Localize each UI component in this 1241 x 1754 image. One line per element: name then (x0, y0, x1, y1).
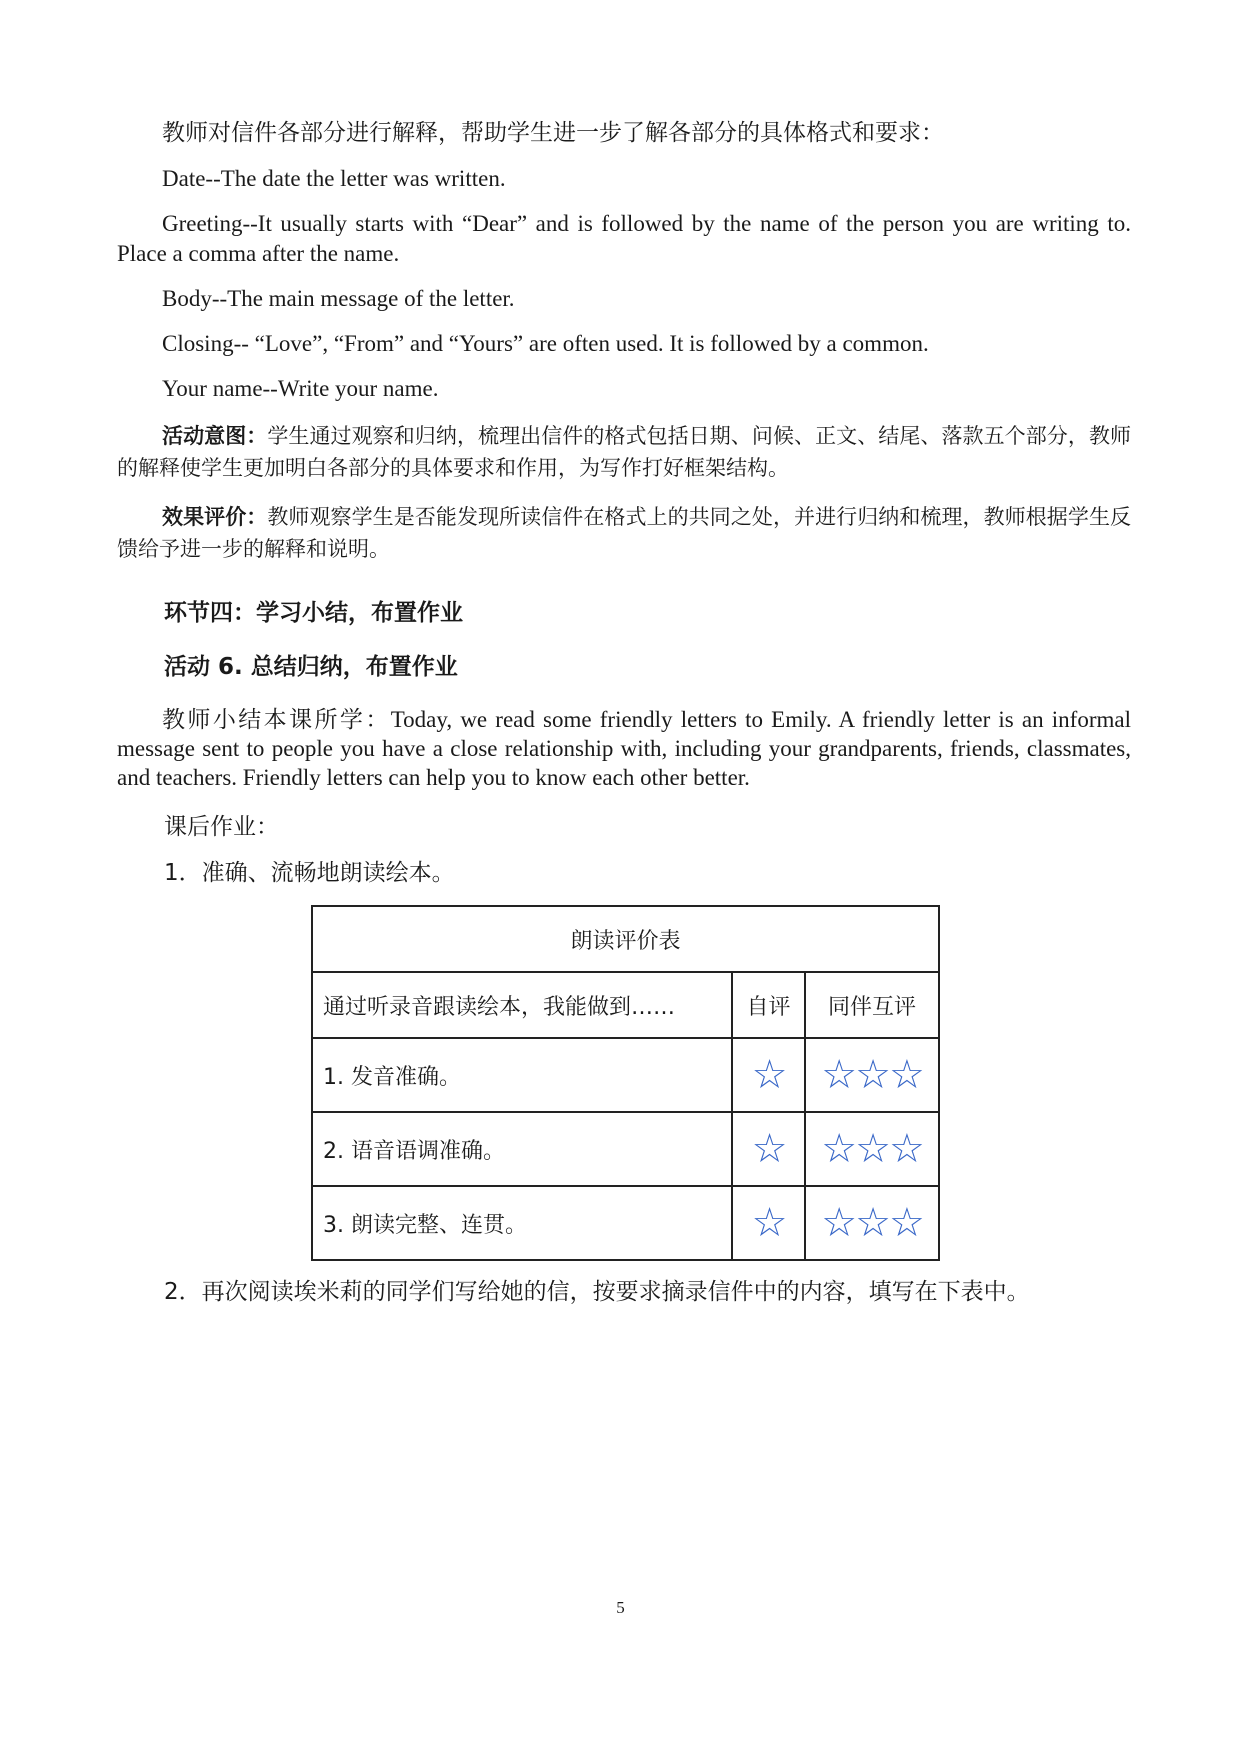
part-greeting: Greeting--It usually starts with “Dear” and is followed by the name of the person you are writing to. Place a comma after the name. (117, 211, 1131, 266)
effect-evaluation (117, 501, 1131, 565)
evaluation-label: 效果评价： (162, 505, 268, 529)
peer-rating-cell (805, 1186, 939, 1260)
table-row (312, 1038, 939, 1112)
table-header-row (312, 972, 939, 1038)
intent-label: 活动意图： (162, 424, 268, 448)
section-heading: 环节四：学习小结，布置作业 (164, 600, 463, 626)
star-icon: ☆ (751, 1200, 786, 1246)
table-row (312, 1186, 939, 1260)
star-icon: ☆☆☆ (821, 1052, 923, 1098)
row-criterion: 1. 发音准确。 (312, 1038, 732, 1112)
reading-evaluation-table (311, 905, 940, 1261)
header-criteria: 通过听录音跟读绘本，我能做到…… (312, 972, 732, 1038)
star-icon: ☆ (751, 1052, 786, 1098)
part-date: Date--The date the letter was written. (162, 166, 506, 191)
header-peer-eval: 同伴互评 (805, 972, 939, 1038)
part-body: Body--The main message of the letter. (162, 286, 515, 311)
star-icon: ☆ (751, 1126, 786, 1172)
self-rating-cell (732, 1112, 805, 1186)
part-closing: Closing-- “Love”, “From” and “Yours” are often used. It is followed by a common. (162, 331, 929, 356)
star-icon: ☆☆☆ (821, 1200, 923, 1246)
homework-item-1: 1．准确、流畅地朗读绘本。 (164, 860, 455, 886)
self-rating-cell (732, 1038, 805, 1112)
peer-rating-cell (805, 1112, 939, 1186)
header-self-eval: 自评 (732, 972, 805, 1038)
peer-rating-cell (805, 1038, 939, 1112)
part-name: Your name--Write your name. (162, 376, 439, 401)
row-criterion: 3. 朗读完整、连贯。 (312, 1186, 732, 1260)
row-criterion: 2. 语音语调准确。 (312, 1112, 732, 1186)
table-title: 朗读评价表 (312, 906, 939, 972)
activity-heading: 活动 6. 总结归纳，布置作业 (164, 654, 458, 680)
self-rating-cell (732, 1186, 805, 1260)
homework-label: 课后作业： (164, 814, 279, 840)
intro-paragraph: 教师对信件各部分进行解释，帮助学生进一步了解各部分的具体格式和要求： (162, 120, 944, 146)
homework-item-2: 2．再次阅读埃米莉的同学们写给她的信，按要求摘录信件中的内容，填写在下表中。 (164, 1279, 1030, 1305)
summary-paragraph: 教师小结本课所学：Today, we read some friendly letters to Emily. A friendly letter is an informal message sent to people you have a close relationship with, including your grandparents, friends, classmates, and teachers. Friendly letters can help you to know each other better. (117, 707, 1131, 790)
table-title-row (312, 906, 939, 972)
evaluation-text: 教师观察学生是否能发现所读信件在格式上的共同之处，并进行归纳和梳理，教师根据学生反馈给予进一步的解释和说明。 (117, 505, 1132, 561)
table-row (312, 1112, 939, 1186)
activity-intent (117, 420, 1131, 484)
star-icon: ☆☆☆ (821, 1126, 923, 1172)
intent-text: 学生通过观察和归纳，梳理出信件的格式包括日期、问候、正文、结尾、落款五个部分，教师的解释使学生更加明白各部分的具体要求和作用，为写作打好框架结构。 (117, 424, 1132, 480)
page-number: 5 (616, 1598, 625, 1617)
